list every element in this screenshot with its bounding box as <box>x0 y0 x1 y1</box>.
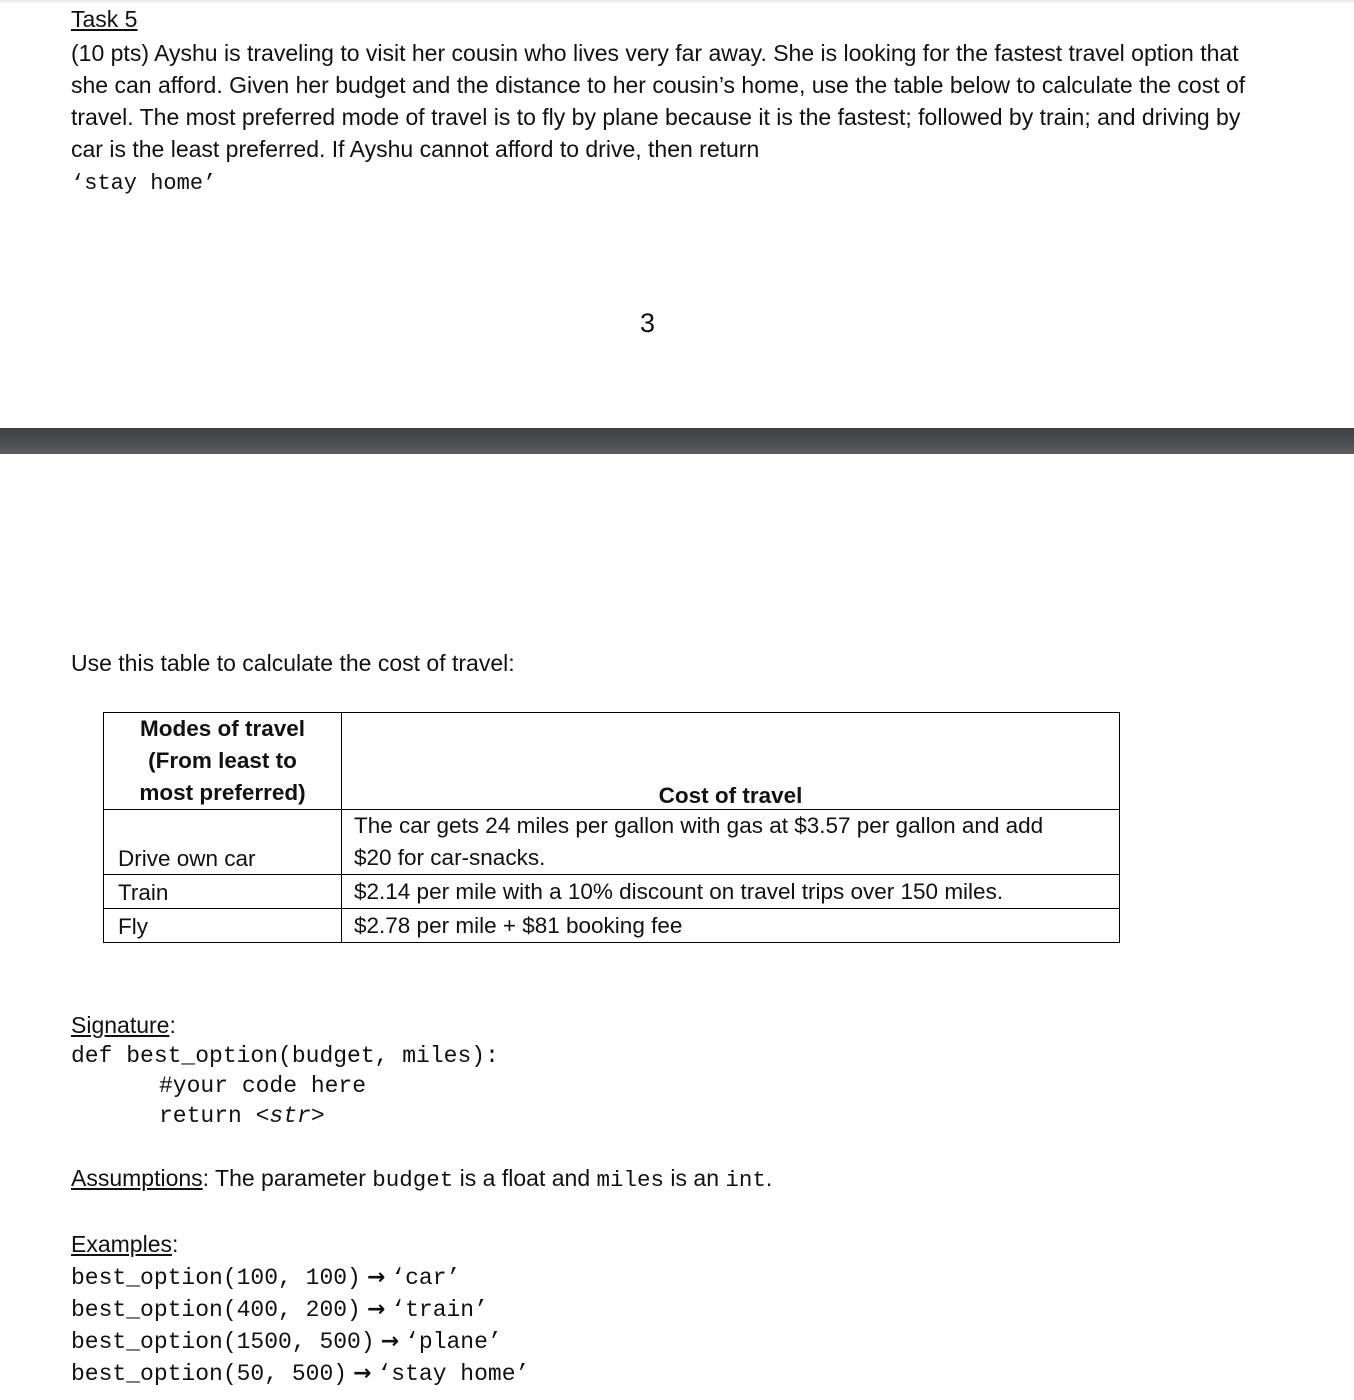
mode-cell: Train <box>104 875 342 909</box>
code-miles: miles <box>596 1167 665 1193</box>
signature-label: Signature <box>71 1012 170 1038</box>
arrow-icon: → <box>366 1265 386 1290</box>
task-title: Task 5 <box>71 6 138 32</box>
example-line <box>71 1358 529 1390</box>
header-mode-line: Modes of travel <box>139 716 306 741</box>
cost-cell <box>342 810 1120 875</box>
signature-code <box>71 1041 499 1131</box>
arrow-icon: → <box>380 1329 400 1354</box>
example-line <box>71 1326 529 1358</box>
header-mode-line: most preferred) <box>139 780 306 805</box>
example-call: best_option(100, 100) <box>71 1265 361 1291</box>
code-budget: budget <box>372 1167 454 1193</box>
page-break-divider <box>0 428 1354 454</box>
code-return-keyword: return <box>159 1103 256 1129</box>
page-top-edge <box>0 0 1354 4</box>
cost-line: $2.78 per mile + $81 booking fee <box>354 913 683 938</box>
cost-line: $2.14 per mile with a 10% discount on travel trips over 150 miles. <box>354 879 1004 904</box>
task-prompt <box>71 37 1251 200</box>
example-line <box>71 1262 529 1294</box>
table-row <box>104 909 1120 943</box>
page-number: 3 <box>640 308 656 338</box>
examples-list <box>71 1262 529 1390</box>
mode-cell: Drive own car <box>104 810 342 875</box>
table-row <box>104 810 1120 875</box>
example-result: ‘train’ <box>391 1297 488 1323</box>
arrow-icon: → <box>366 1297 386 1322</box>
cost-line: The car gets 24 miles per gallon with gas at $3.57 per gallon and add <box>354 813 1044 838</box>
assumptions-text: is a float and <box>453 1165 597 1191</box>
task-return-value: ‘stay home’ <box>71 171 217 196</box>
examples-label: Examples <box>71 1231 172 1257</box>
assumptions <box>71 1165 772 1193</box>
example-result: ‘stay home’ <box>377 1361 530 1387</box>
header-mode-line: (From least to <box>148 748 297 773</box>
example-call: best_option(50, 500) <box>71 1361 348 1387</box>
task-prompt-text: (10 pts) Ayshu is traveling to visit her cousin who lives very far away. She is looking for the fastest travel option that she can afford. Given her budget and the distance to her cousin’s home, use the table below to calculate the cost of travel. The most preferred mode of travel is to fly by plane because it is the fastest; followed by train; and driving by car is the least preferred. If Ayshu cannot afford to drive, then return <box>71 40 1246 162</box>
example-result: ‘car’ <box>391 1265 461 1291</box>
code-comment-line: #your code here <box>159 1073 367 1099</box>
mode-cell: Fly <box>104 909 342 943</box>
assumptions-text: : The parameter <box>202 1165 373 1191</box>
example-line <box>71 1294 529 1326</box>
travel-cost-table <box>103 712 1120 943</box>
header-cost-of-travel: Cost of travel <box>342 713 1120 810</box>
page-upper <box>0 0 1354 430</box>
examples-heading <box>71 1231 178 1258</box>
table-row <box>104 875 1120 909</box>
code-return-line <box>71 1101 499 1131</box>
header-modes-of-travel <box>104 713 342 810</box>
assumptions-text: is an <box>664 1165 726 1191</box>
table-header-row <box>104 713 1120 810</box>
example-result: ‘plane’ <box>405 1329 502 1355</box>
example-call: best_option(1500, 500) <box>71 1329 375 1355</box>
assumptions-text: . <box>765 1165 773 1191</box>
arrow-icon: → <box>353 1361 372 1386</box>
cost-line: $20 for car-snacks. <box>354 845 546 870</box>
example-call: best_option(400, 200) <box>71 1297 361 1323</box>
code-def-line: def best_option(budget, miles): <box>71 1043 499 1069</box>
assumptions-label: Assumptions <box>71 1165 203 1191</box>
signature-heading <box>71 1012 176 1039</box>
cost-cell <box>342 909 1120 943</box>
code-int: int <box>725 1167 766 1193</box>
cost-cell <box>342 875 1120 909</box>
signature-colon: : <box>169 1012 176 1038</box>
code-return-type: <str> <box>255 1103 325 1129</box>
table-intro: Use this table to calculate the cost of travel: <box>71 650 515 676</box>
examples-colon: : <box>171 1231 179 1257</box>
